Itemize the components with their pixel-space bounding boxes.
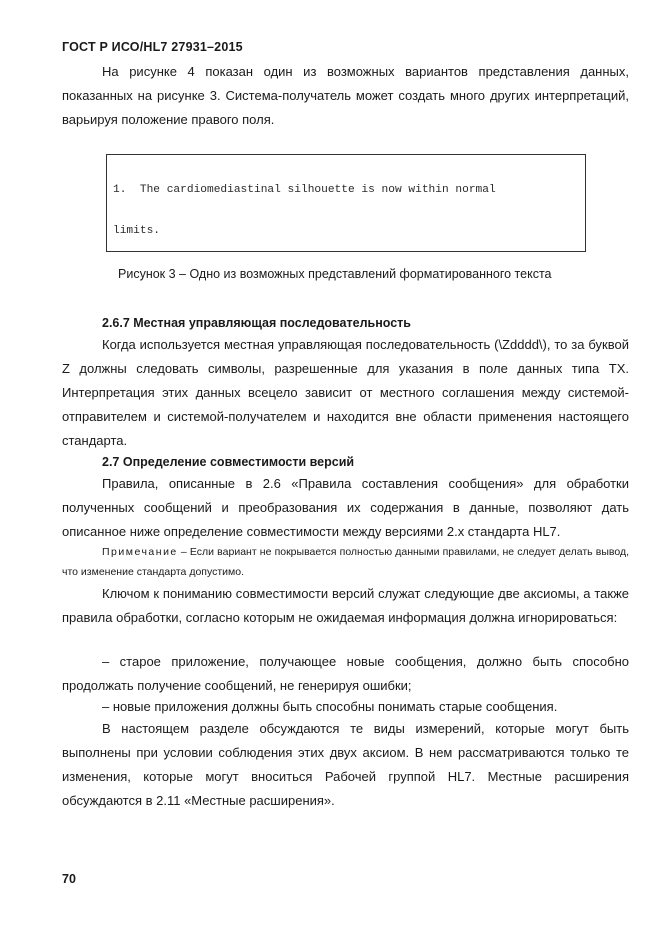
figure-caption: Рисунок 3 – Одно из возможных представлений форматированного текста <box>118 267 552 281</box>
section-2-6-7-paragraph: Когда используется местная управляющая последовательность (\Zdddd\), то за буквой Z должны следовать символы, разрешенные для указания в поле данных типа TX. Интерпретация этих данных всецело зависит от местного соглашения между системой-отправителем и системой-получателем и находится вне области применения настоящего стандарта. <box>62 337 629 448</box>
note-text: – Если вариант не покрывается полностью данными правилами, не следует делать вывод, что изменение стандарта допустимо. <box>62 546 629 578</box>
note-paragraph <box>62 542 629 582</box>
closing-paragraph: В настоящем разделе обсуждаются те виды измерений, которые могут быть выполнены при условии соблюдения этих двух аксиом. В нем рассматриваются только те изменения, которые могут вноситься Рабочей группой HL7. Местные расширения обсуждаются в 2.11 «Местные расширения». <box>62 721 629 808</box>
list-item: – новые приложения должны быть способны понимать старые сообщения. <box>102 699 558 714</box>
note-label: Примечание <box>102 546 178 558</box>
formatted-text-figure <box>106 154 586 252</box>
document-header: ГОСТ Р ИСО/HL7 27931–2015 <box>62 40 243 54</box>
page-number: 70 <box>62 872 76 886</box>
axioms-intro-paragraph: Ключом к пониманию совместимости версий служат следующие две аксиомы, а также правила обработки, согласно которым не ожидаемая информация должна игнорироваться: <box>62 586 629 625</box>
intro-paragraph: На рисунке 4 показан один из возможных вариантов представления данных, показанных на рисунке 3. Система-получатель может создать много других интерпретаций, варьируя положение правого поля. <box>62 64 629 127</box>
section-2-7-paragraph: Правила, описанные в 2.6 «Правила составления сообщения» для обработки полученных сообщений и преобразования их содержания в данные, позволяют дать описанное ниже определение совместимости между версиями 2.x стандарта HL7. <box>62 476 629 539</box>
code-line: 1. The cardiomediastinal silhouette is now within normal <box>113 184 496 197</box>
code-line: limits. <box>113 224 160 237</box>
list-item: – старое приложение, получающее новые сообщения, должно быть способно продолжать получение сообщений, не генерируя ошибки; <box>62 654 629 693</box>
section-heading-2-7: 2.7 Определение совместимости версий <box>102 455 355 469</box>
section-heading-2-6-7: 2.6.7 Местная управляющая последовательность <box>102 316 411 330</box>
